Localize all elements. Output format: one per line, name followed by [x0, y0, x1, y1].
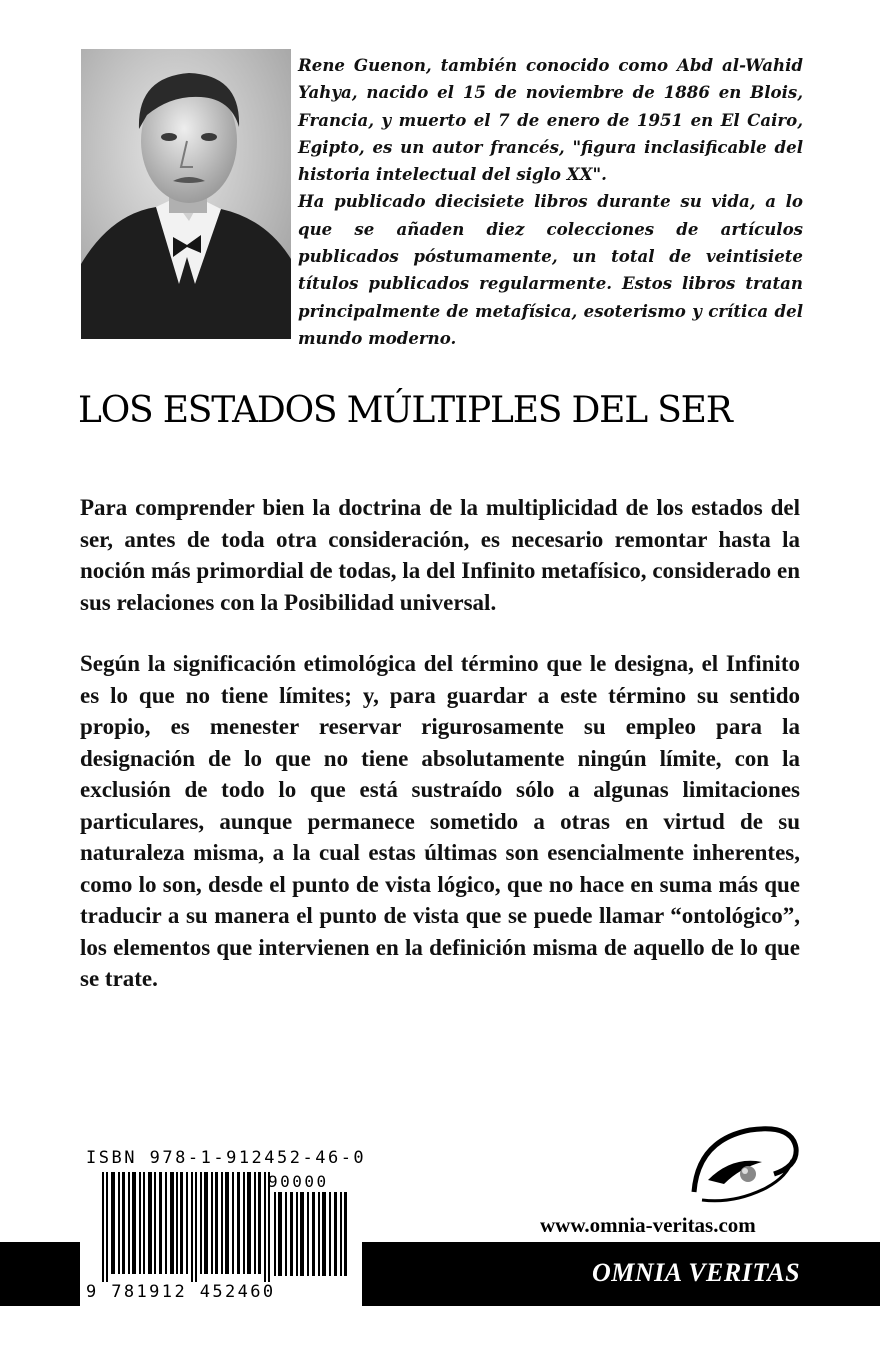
synopsis [80, 492, 800, 1025]
synopsis-paragraph-2: Según la significación etimológica del término que le designa, el Infinito es lo que no tiene límites; y, para guardar a este término su sentido propio, es menester reservar rigurosamente su empleo para la designación de lo que no tiene absolutamente ningún límite, con la exclusión de todo lo que está sustraído sólo a algunas limitaciones particulares, aunque permanece sometido a otras en virtud de su naturaleza misma, a la cual estas últimas son esencialmente inherentes, como lo son, desde el punto de vista lógico, que no hace en suma más que traducir a su manera el punto de vista que se puede llamar “ontológico”, los elementos que intervienen en la definición misma de aquello de lo que se trate. [80, 651, 800, 991]
isbn-label: ISBN 978-1-912452-46-0 [86, 1148, 367, 1168]
synopsis-paragraph-1: Para comprender bien la doctrina de la multiplicidad de los estados del ser, antes de toda otra consideración, es necesario remontar hasta la noción más primordial de todas, la del Infinito metafísico, considerado en sus relaciones con la Posibilidad universal. [80, 495, 800, 615]
bio-paragraph-2: Ha publicado diecisiete libros durante su vida, a lo que se añaden diez colecciones de artículos publicados póstumamente, un total de veintisiete títulos publicados regularmente. Estos libros tratan principalmente de metafísica, esoterismo y crítica del mundo moderno. [298, 191, 803, 348]
barcode-digits: 9 781912 452460 [86, 1282, 276, 1302]
eye-swirl-logo-icon [688, 1122, 800, 1216]
isbn-barcode [80, 1144, 367, 1306]
author-portrait [81, 49, 291, 339]
author-bio [298, 52, 803, 352]
price-code: 90000 [268, 1172, 329, 1191]
publisher-brand-logo: OMNIA VERITAS [592, 1258, 801, 1287]
book-title: LOS ESTADOS MÚLTIPLES DEL SER [78, 390, 732, 431]
bio-paragraph-1: Rene Guenon, también conocido como Abd al-Wahid Yahya, nacido el 15 de noviembre de 1886 en Blois, Francia, y muerto el 7 de enero de 1951 en El Cairo, Egipto, es un autor francés, "figura inclasificable del historia intelectual del siglo XX". [298, 55, 803, 185]
publisher-website-link[interactable]: www.omnia-veritas.com [540, 1213, 756, 1237]
